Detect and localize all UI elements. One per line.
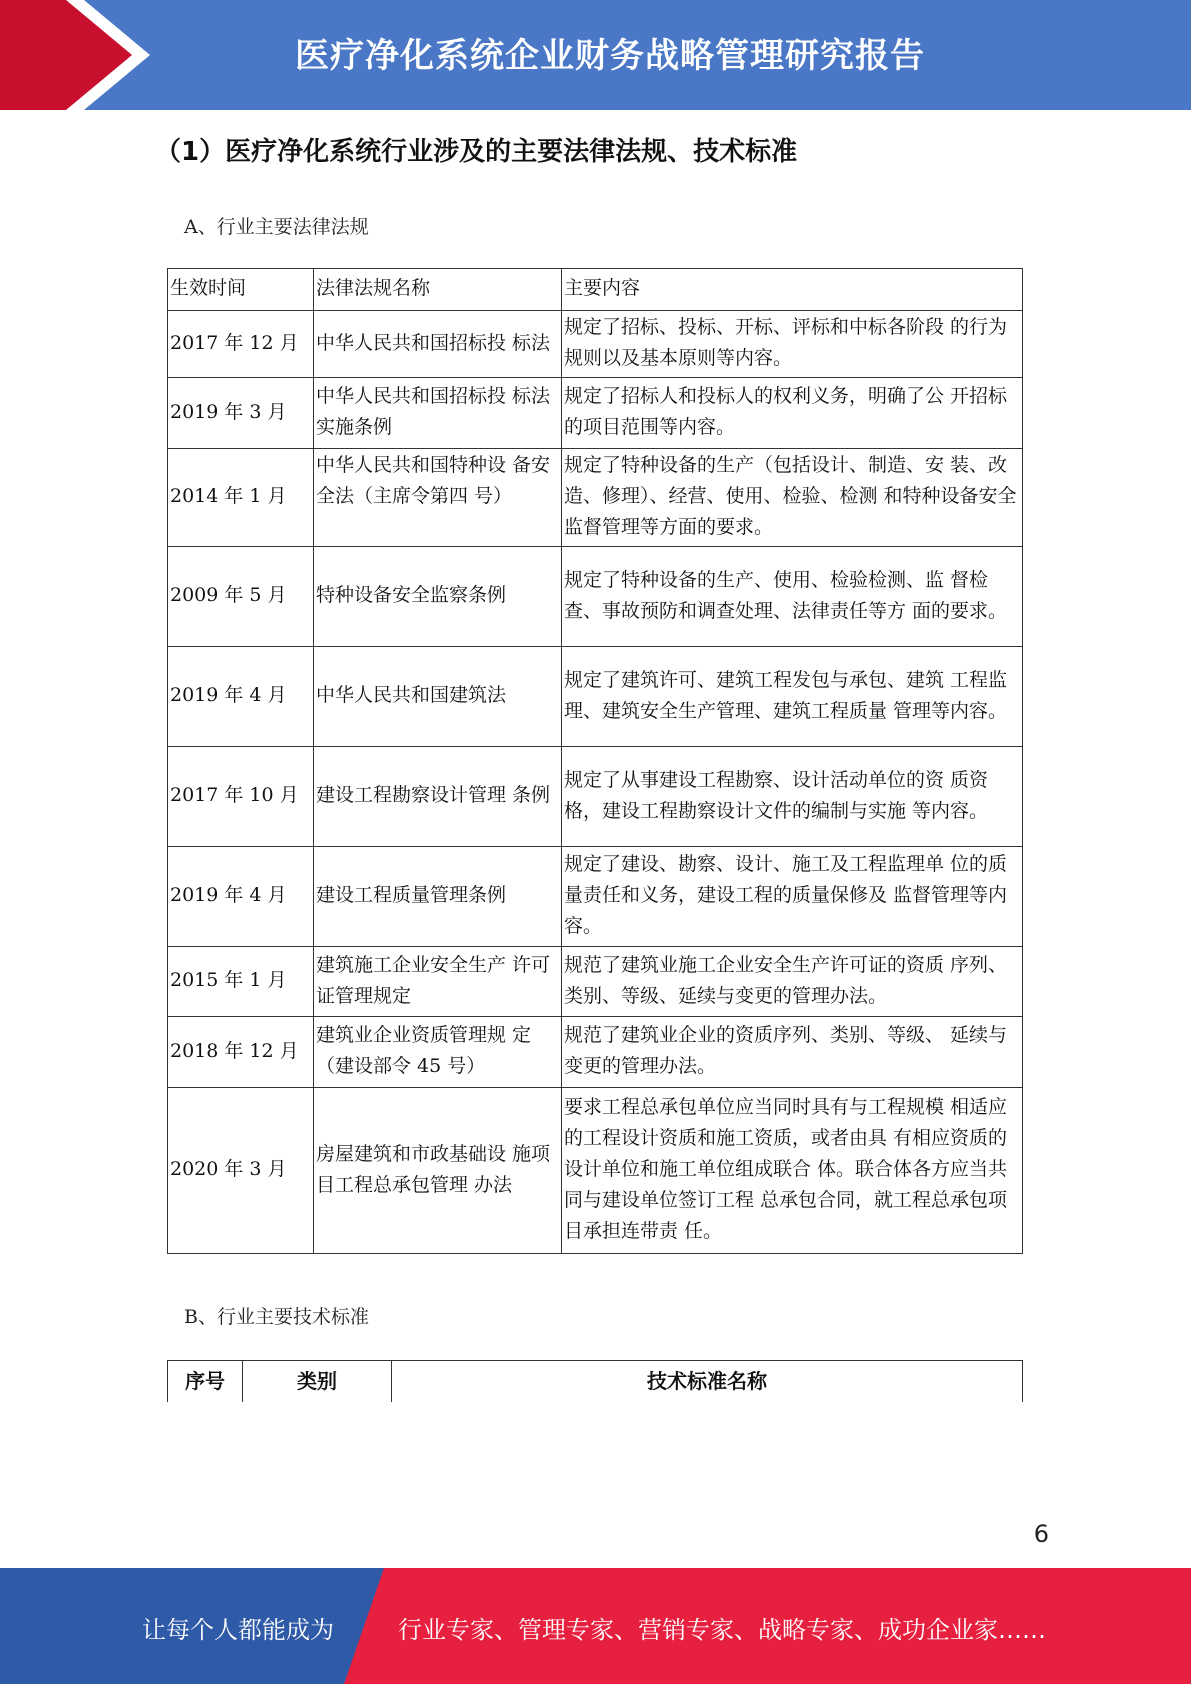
laws-table xyxy=(167,268,1023,1254)
table-row xyxy=(168,947,1023,1017)
date-cell: 2019 年 3 月 xyxy=(168,378,314,449)
date-cell: 2019 年 4 月 xyxy=(168,647,314,747)
law-name-cell: 房屋建筑和市政基础设 施项目工程总承包管理 办法 xyxy=(314,1088,562,1254)
law-name-cell: 建设工程质量管理条例 xyxy=(314,847,562,947)
law-name-cell: 特种设备安全监察条例 xyxy=(314,547,562,647)
page-number: 6 xyxy=(1033,1520,1049,1548)
table-row xyxy=(168,1017,1023,1088)
table-row xyxy=(168,1088,1023,1254)
standards-heading: B、行业主要技术标准 xyxy=(184,1306,369,1328)
standards-table-wrapper xyxy=(0,1360,1191,1402)
date-cell: 2017 年 12 月 xyxy=(168,311,314,378)
content-cell: 要求工程总承包单位应当同时具有与工程规模 相适应的工程设计资质和施工资质，或者由具 有相应资质的设计单位和施工单位组成联合 体。联合体各方应当共同与建设单位签订工程 总承包合同，就工程总承包项目承担连带责 任。 xyxy=(562,1088,1023,1254)
law-name-cell: 中华人民共和国特种设 备安全法（主席令第四 号） xyxy=(314,449,562,547)
date-cell: 2009 年 5 月 xyxy=(168,547,314,647)
section-heading: （1）医疗净化系统行业涉及的主要法律法规、技术标准 xyxy=(155,137,798,167)
standards-table xyxy=(167,1360,1023,1402)
content-cell: 规定了特种设备的生产（包括设计、制造、安 装、改造、修理）、经营、使用、检验、检测 和特种设备安全监督管理等方面的要求。 xyxy=(562,449,1023,547)
law-name-cell: 建设工程勘察设计管理 条例 xyxy=(314,747,562,847)
table-row xyxy=(168,847,1023,947)
table-row xyxy=(168,647,1023,747)
law-name-cell: 建筑业企业资质管理规 定（建设部令 45 号） xyxy=(314,1017,562,1088)
law-name-cell: 中华人民共和国建筑法 xyxy=(314,647,562,747)
date-cell: 2014 年 1 月 xyxy=(168,449,314,547)
page-footer xyxy=(0,1568,1191,1684)
header-cell-index: 序号 xyxy=(168,1361,243,1403)
date-cell: 2018 年 12 月 xyxy=(168,1017,314,1088)
date-cell: 2015 年 1 月 xyxy=(168,947,314,1017)
header-arrow-icon xyxy=(0,0,140,110)
header-cell-date: 生效时间 xyxy=(168,269,314,311)
header-cell-content: 主要内容 xyxy=(562,269,1023,311)
content-cell: 规定了从事建设工程勘察、设计活动单位的资 质资格，建设工程勘察设计文件的编制与实施 等内容。 xyxy=(562,747,1023,847)
table-row xyxy=(168,747,1023,847)
laws-heading: A、行业主要法律法规 xyxy=(184,216,369,238)
date-cell: 2017 年 10 月 xyxy=(168,747,314,847)
law-name-cell: 中华人民共和国招标投 标法 xyxy=(314,311,562,378)
content-cell: 规定了特种设备的生产、使用、检验检测、监 督检查、事故预防和调查处理、法律责任等方 面的要求。 xyxy=(562,547,1023,647)
date-cell: 2020 年 3 月 xyxy=(168,1088,314,1254)
content-cell: 规范了建筑业企业的资质序列、类别、等级、 延续与变更的管理办法。 xyxy=(562,1017,1023,1088)
table-row xyxy=(168,449,1023,547)
header-cell-category: 类别 xyxy=(243,1361,392,1403)
content-cell: 规定了招标、投标、开标、评标和中标各阶段 的行为规则以及基本原则等内容。 xyxy=(562,311,1023,378)
header-cell-name: 法律法规名称 xyxy=(314,269,562,311)
footer-slogan-left: 让每个人都能成为 xyxy=(142,1616,334,1644)
page-header xyxy=(0,0,1191,110)
law-name-cell: 建筑施工企业安全生产 许可证管理规定 xyxy=(314,947,562,1017)
table-row xyxy=(168,311,1023,378)
content-cell: 规定了建筑许可、建筑工程发包与承包、建筑 工程监理、建筑安全生产管理、建筑工程质量 管理等内容。 xyxy=(562,647,1023,747)
table-row xyxy=(168,547,1023,647)
standards-table-header-row xyxy=(168,1361,1023,1403)
report-title: 医疗净化系统企业财务战略管理研究报告 xyxy=(295,36,925,76)
header-cell-standard-name: 技术标准名称 xyxy=(392,1361,1023,1403)
table-row xyxy=(168,378,1023,449)
laws-table-header-row xyxy=(168,269,1023,311)
footer-slogan-right: 行业专家、管理专家、营销专家、战略专家、成功企业家…… xyxy=(398,1616,1046,1644)
content-cell: 规范了建筑业施工企业安全生产许可证的资质 序列、类别、等级、延续与变更的管理办法。 xyxy=(562,947,1023,1017)
content-cell: 规定了建设、勘察、设计、施工及工程监理单 位的质量责任和义务，建设工程的质量保修及 监督管理等内容。 xyxy=(562,847,1023,947)
law-name-cell: 中华人民共和国招标投 标法实施条例 xyxy=(314,378,562,449)
content-cell: 规定了招标人和投标人的权利义务，明确了公 开招标的项目范围等内容。 xyxy=(562,378,1023,449)
date-cell: 2019 年 4 月 xyxy=(168,847,314,947)
